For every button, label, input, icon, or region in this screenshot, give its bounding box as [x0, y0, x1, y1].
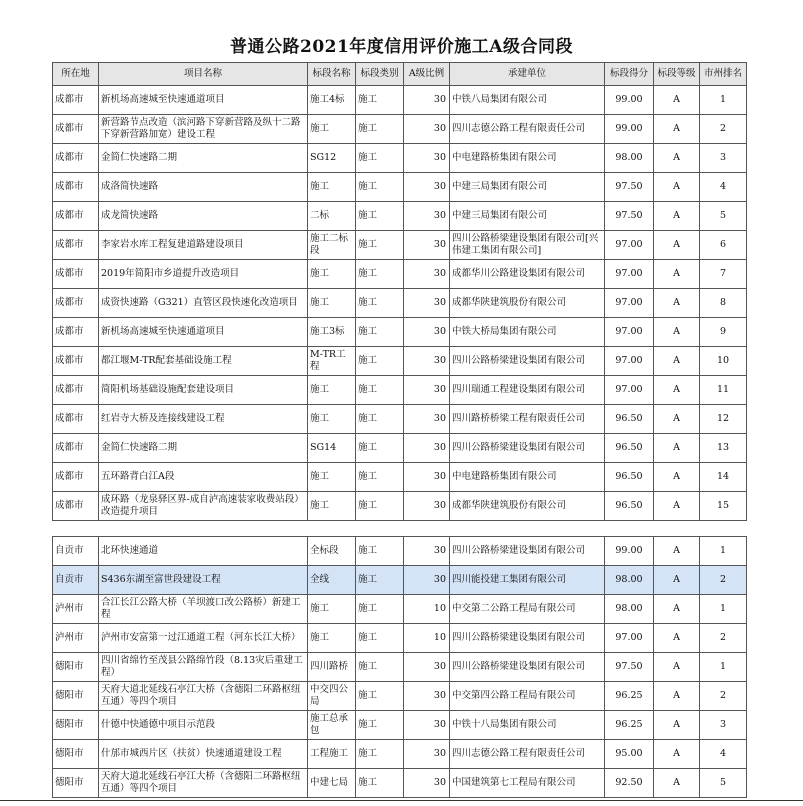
cell-rank: 14	[700, 463, 747, 492]
cell-unit: 四川瑞通工程建设集团有限公司	[450, 376, 605, 405]
cell-rank: 2	[700, 566, 747, 595]
cell-rank: 13	[700, 434, 747, 463]
table-row	[53, 740, 747, 769]
table-row	[53, 405, 747, 434]
cell-city: 自贡市	[53, 537, 99, 566]
cell-score: 97.00	[605, 260, 654, 289]
cell-rank: 5	[700, 769, 747, 798]
cell-grade: A	[654, 711, 700, 740]
cell-section: 施工	[308, 173, 356, 202]
cell-type: 施工	[356, 260, 404, 289]
cell-city: 德阳市	[53, 682, 99, 711]
cell-type: 施工	[356, 115, 404, 144]
cell-grade: A	[654, 492, 700, 521]
cell-ratio: 30	[404, 537, 450, 566]
cell-rank: 4	[700, 173, 747, 202]
header-section: 标段名称	[308, 63, 356, 86]
cell-project: 都江堰M-TR配套基础设施工程	[99, 347, 308, 376]
cell-grade: A	[654, 740, 700, 769]
cell-section: 施工3标	[308, 318, 356, 347]
cell-unit: 成都华陕建筑股份有限公司	[450, 289, 605, 318]
header-rank: 市州排名	[700, 63, 747, 86]
cell-unit: 成都华川公路建设集团有限公司	[450, 260, 605, 289]
cell-ratio: 30	[404, 115, 450, 144]
cell-score: 95.00	[605, 740, 654, 769]
cell-score: 97.00	[605, 347, 654, 376]
cell-grade: A	[654, 463, 700, 492]
cell-project: 什邡市城西片区（扶贫）快速通道建设工程	[99, 740, 308, 769]
cell-score: 97.00	[605, 376, 654, 405]
cell-score: 96.25	[605, 682, 654, 711]
table-row	[53, 463, 747, 492]
cell-score: 97.50	[605, 202, 654, 231]
cell-type: 施工	[356, 653, 404, 682]
cell-ratio: 30	[404, 434, 450, 463]
cell-project: 金简仁快速路二期	[99, 434, 308, 463]
cell-rank: 2	[700, 624, 747, 653]
cell-grade: A	[654, 537, 700, 566]
cell-grade: A	[654, 653, 700, 682]
cell-project: 成环路（龙泉驿区界-成自泸高速装家收费站段）改造提升项目	[99, 492, 308, 521]
header-grade: 标段等级	[654, 63, 700, 86]
cell-ratio: 30	[404, 769, 450, 798]
cell-grade: A	[654, 595, 700, 624]
cell-type: 施工	[356, 711, 404, 740]
cell-unit: 中电建路桥集团有限公司	[450, 144, 605, 173]
cell-grade: A	[654, 231, 700, 260]
cell-rank: 8	[700, 289, 747, 318]
cell-type: 施工	[356, 434, 404, 463]
cell-type: 施工	[356, 86, 404, 115]
cell-section: 工程施工	[308, 740, 356, 769]
cell-grade: A	[654, 624, 700, 653]
cell-grade: A	[654, 769, 700, 798]
cell-type: 施工	[356, 318, 404, 347]
table-row	[53, 492, 747, 521]
cell-project: 天府大道北延线石亭江大桥（含德阳二环路枢纽互通）等四个项目	[99, 682, 308, 711]
cell-grade: A	[654, 115, 700, 144]
cell-unit: 四川公路桥梁建设集团有限公司	[450, 347, 605, 376]
header-score: 标段得分	[605, 63, 654, 86]
cell-section: 全标段	[308, 537, 356, 566]
cell-ratio: 30	[404, 376, 450, 405]
cell-type: 施工	[356, 231, 404, 260]
cell-city: 成都市	[53, 492, 99, 521]
cell-grade: A	[654, 144, 700, 173]
cell-score: 97.50	[605, 653, 654, 682]
cell-score: 99.00	[605, 537, 654, 566]
cell-section: 施工	[308, 376, 356, 405]
cell-rank: 7	[700, 260, 747, 289]
cell-score: 97.00	[605, 624, 654, 653]
cell-ratio: 30	[404, 144, 450, 173]
cell-section: 四川路桥	[308, 653, 356, 682]
cell-type: 施工	[356, 769, 404, 798]
table-row	[53, 769, 747, 798]
cell-ratio: 30	[404, 711, 450, 740]
cell-section: 施工	[308, 492, 356, 521]
cell-unit: 中铁八局集团有限公司	[450, 86, 605, 115]
cell-grade: A	[654, 86, 700, 115]
table-row	[53, 318, 747, 347]
cell-city: 成都市	[53, 173, 99, 202]
cell-unit: 四川路桥桥梁工程有限责任公司	[450, 405, 605, 434]
table-others	[52, 536, 747, 798]
table-header	[53, 63, 747, 86]
cell-unit: 四川公路桥梁建设集团有限公司[兴伟建工集团有限公司]	[450, 231, 605, 260]
cell-rank: 4	[700, 740, 747, 769]
header-project: 项目名称	[99, 63, 308, 86]
header-type: 标段类别	[356, 63, 404, 86]
table-row	[53, 115, 747, 144]
cell-type: 施工	[356, 376, 404, 405]
cell-project: 五环路背白江A段	[99, 463, 308, 492]
cell-rank: 9	[700, 318, 747, 347]
cell-city: 成都市	[53, 260, 99, 289]
table-row	[53, 566, 747, 595]
table-row	[53, 537, 747, 566]
cell-ratio: 10	[404, 595, 450, 624]
cell-type: 施工	[356, 463, 404, 492]
cell-ratio: 30	[404, 202, 450, 231]
cell-city: 成都市	[53, 144, 99, 173]
cell-rank: 1	[700, 537, 747, 566]
cell-section: 施工	[308, 624, 356, 653]
cell-ratio: 10	[404, 624, 450, 653]
cell-grade: A	[654, 376, 700, 405]
cell-section: SG14	[308, 434, 356, 463]
cell-ratio: 30	[404, 318, 450, 347]
cell-project: 新营路节点改造（滨河路下穿新营路及纵十二路下穿新营路加宽）建设工程	[99, 115, 308, 144]
cell-unit: 成都华陕建筑股份有限公司	[450, 492, 605, 521]
cell-unit: 中铁大桥局集团有限公司	[450, 318, 605, 347]
table-row	[53, 653, 747, 682]
cell-project: 新机场高速城至快速通道项目	[99, 318, 308, 347]
cell-city: 德阳市	[53, 769, 99, 798]
table-row	[53, 144, 747, 173]
cell-grade: A	[654, 405, 700, 434]
cell-ratio: 30	[404, 463, 450, 492]
cell-section: 施工	[308, 405, 356, 434]
cell-unit: 中建三局集团有限公司	[450, 173, 605, 202]
cell-project: S436东湖至富世段建设工程	[99, 566, 308, 595]
cell-unit: 中铁十八局集团有限公司	[450, 711, 605, 740]
cell-ratio: 30	[404, 492, 450, 521]
cell-project: 合江长江公路大桥（羊坝渡口改公路桥）新建工程	[99, 595, 308, 624]
cell-project: 成洛简快速路	[99, 173, 308, 202]
cell-ratio: 30	[404, 347, 450, 376]
cell-grade: A	[654, 318, 700, 347]
cell-project: 李家岩水库工程复建道路建设项目	[99, 231, 308, 260]
cell-project: 北环快速通道	[99, 537, 308, 566]
cell-unit: 四川公路桥梁建设集团有限公司	[450, 624, 605, 653]
cell-section: M-TR工程	[308, 347, 356, 376]
cell-section: 施工二标段	[308, 231, 356, 260]
cell-unit: 四川能投建工集团有限公司	[450, 566, 605, 595]
cell-city: 成都市	[53, 86, 99, 115]
cell-unit: 中交第四公路工程局有限公司	[450, 682, 605, 711]
cell-score: 99.00	[605, 115, 654, 144]
cell-city: 成都市	[53, 376, 99, 405]
cell-section: 中交四公局	[308, 682, 356, 711]
table-row	[53, 376, 747, 405]
cell-city: 成都市	[53, 202, 99, 231]
cell-score: 98.00	[605, 144, 654, 173]
cell-type: 施工	[356, 566, 404, 595]
cell-section: 二标	[308, 202, 356, 231]
cell-rank: 1	[700, 653, 747, 682]
cell-city: 成都市	[53, 115, 99, 144]
cell-unit: 四川志德公路工程有限责任公司	[450, 740, 605, 769]
cell-score: 97.00	[605, 318, 654, 347]
cell-rank: 5	[700, 202, 747, 231]
cell-project: 成资快速路（G321）直管区段快速化改造项目	[99, 289, 308, 318]
cell-ratio: 30	[404, 173, 450, 202]
table-row	[53, 231, 747, 260]
cell-city: 德阳市	[53, 740, 99, 769]
table-row	[53, 595, 747, 624]
cell-project: 泸州市安富第一过江通道工程（河东长江大桥）	[99, 624, 308, 653]
cell-rank: 3	[700, 711, 747, 740]
cell-city: 成都市	[53, 463, 99, 492]
cell-score: 98.00	[605, 566, 654, 595]
cell-section: 全线	[308, 566, 356, 595]
cell-score: 97.50	[605, 173, 654, 202]
cell-rank: 11	[700, 376, 747, 405]
cell-type: 施工	[356, 202, 404, 231]
table-row	[53, 86, 747, 115]
cell-rank: 1	[700, 86, 747, 115]
cell-city: 成都市	[53, 318, 99, 347]
cell-type: 施工	[356, 347, 404, 376]
cell-city: 成都市	[53, 434, 99, 463]
table-row	[53, 173, 747, 202]
cell-type: 施工	[356, 173, 404, 202]
page-title: 普通公路2021年度信用评价施工A级合同段	[229, 37, 573, 57]
cell-score: 99.00	[605, 86, 654, 115]
table-chengdu	[52, 62, 747, 521]
cell-section: 中建七局	[308, 769, 356, 798]
cell-type: 施工	[356, 405, 404, 434]
cell-grade: A	[654, 434, 700, 463]
cell-type: 施工	[356, 595, 404, 624]
cell-type: 施工	[356, 144, 404, 173]
cell-unit: 四川公路桥梁建设集团有限公司	[450, 653, 605, 682]
cell-city: 泸州市	[53, 595, 99, 624]
cell-project: 什德中快通德中项目示范段	[99, 711, 308, 740]
table-row	[53, 202, 747, 231]
cell-project: 成龙简快速路	[99, 202, 308, 231]
cell-section: 施工	[308, 595, 356, 624]
cell-project: 红岩寺大桥及连接线建设工程	[99, 405, 308, 434]
cell-score: 96.50	[605, 434, 654, 463]
cell-city: 德阳市	[53, 653, 99, 682]
cell-score: 92.50	[605, 769, 654, 798]
cell-section: 施工4标	[308, 86, 356, 115]
cell-type: 施工	[356, 682, 404, 711]
cell-score: 96.50	[605, 492, 654, 521]
cell-ratio: 30	[404, 740, 450, 769]
cell-grade: A	[654, 289, 700, 318]
cell-project: 金简仁快速路二期	[99, 144, 308, 173]
cell-type: 施工	[356, 624, 404, 653]
cell-rank: 1	[700, 595, 747, 624]
cell-type: 施工	[356, 537, 404, 566]
table-row	[53, 682, 747, 711]
cell-rank: 12	[700, 405, 747, 434]
cell-unit: 四川公路桥梁建设集团有限公司	[450, 434, 605, 463]
cell-city: 自贡市	[53, 566, 99, 595]
cell-ratio: 30	[404, 86, 450, 115]
page-bottom-rule	[0, 800, 803, 801]
cell-project: 天府大道北延线石亭江大桥（含德阳二环路枢纽互通）等四个项目	[99, 769, 308, 798]
cell-unit: 四川公路桥梁建设集团有限公司	[450, 537, 605, 566]
cell-project: 四川省绵竹至茂县公路绵竹段（8.13灾后重建工程）	[99, 653, 308, 682]
cell-ratio: 30	[404, 682, 450, 711]
cell-ratio: 30	[404, 566, 450, 595]
cell-project: 新机场高速城至快速通道项目	[99, 86, 308, 115]
cell-score: 96.25	[605, 711, 654, 740]
cell-ratio: 30	[404, 260, 450, 289]
cell-city: 成都市	[53, 405, 99, 434]
cell-unit: 中交第二公路工程局有限公司	[450, 595, 605, 624]
cell-unit: 中电建路桥集团有限公司	[450, 463, 605, 492]
cell-section: 施工	[308, 260, 356, 289]
cell-city: 德阳市	[53, 711, 99, 740]
cell-score: 98.00	[605, 595, 654, 624]
cell-section: 施工总承包	[308, 711, 356, 740]
cell-ratio: 30	[404, 653, 450, 682]
cell-rank: 10	[700, 347, 747, 376]
cell-project: 2019年简阳市乡道提升改造项目	[99, 260, 308, 289]
cell-grade: A	[654, 347, 700, 376]
cell-grade: A	[654, 260, 700, 289]
cell-rank: 3	[700, 144, 747, 173]
cell-rank: 2	[700, 682, 747, 711]
cell-score: 97.00	[605, 231, 654, 260]
cell-grade: A	[654, 682, 700, 711]
cell-city: 成都市	[53, 231, 99, 260]
table-row	[53, 434, 747, 463]
cell-city: 成都市	[53, 347, 99, 376]
header-ratio: A级比例	[404, 63, 450, 86]
cell-unit: 四川志德公路工程有限责任公司	[450, 115, 605, 144]
cell-section: 施工	[308, 289, 356, 318]
cell-rank: 15	[700, 492, 747, 521]
header-city: 所在地	[53, 63, 99, 86]
cell-score: 96.50	[605, 463, 654, 492]
cell-rank: 6	[700, 231, 747, 260]
cell-section: 施工	[308, 463, 356, 492]
header-unit: 承建单位	[450, 63, 605, 86]
cell-section: 施工	[308, 115, 356, 144]
cell-unit: 中国建筑第七工程局有限公司	[450, 769, 605, 798]
table-row	[53, 260, 747, 289]
cell-ratio: 30	[404, 231, 450, 260]
cell-grade: A	[654, 202, 700, 231]
table-row	[53, 711, 747, 740]
table-row	[53, 347, 747, 376]
cell-rank: 2	[700, 115, 747, 144]
cell-score: 97.00	[605, 289, 654, 318]
table-row	[53, 289, 747, 318]
cell-type: 施工	[356, 492, 404, 521]
cell-type: 施工	[356, 289, 404, 318]
cell-city: 成都市	[53, 289, 99, 318]
cell-city: 泸州市	[53, 624, 99, 653]
table-row	[53, 624, 747, 653]
cell-ratio: 30	[404, 405, 450, 434]
cell-section: SG12	[308, 144, 356, 173]
cell-grade: A	[654, 173, 700, 202]
cell-score: 96.50	[605, 405, 654, 434]
cell-unit: 中建三局集团有限公司	[450, 202, 605, 231]
cell-ratio: 30	[404, 289, 450, 318]
cell-type: 施工	[356, 740, 404, 769]
cell-project: 简阳机场基础设施配套建设项目	[99, 376, 308, 405]
cell-grade: A	[654, 566, 700, 595]
